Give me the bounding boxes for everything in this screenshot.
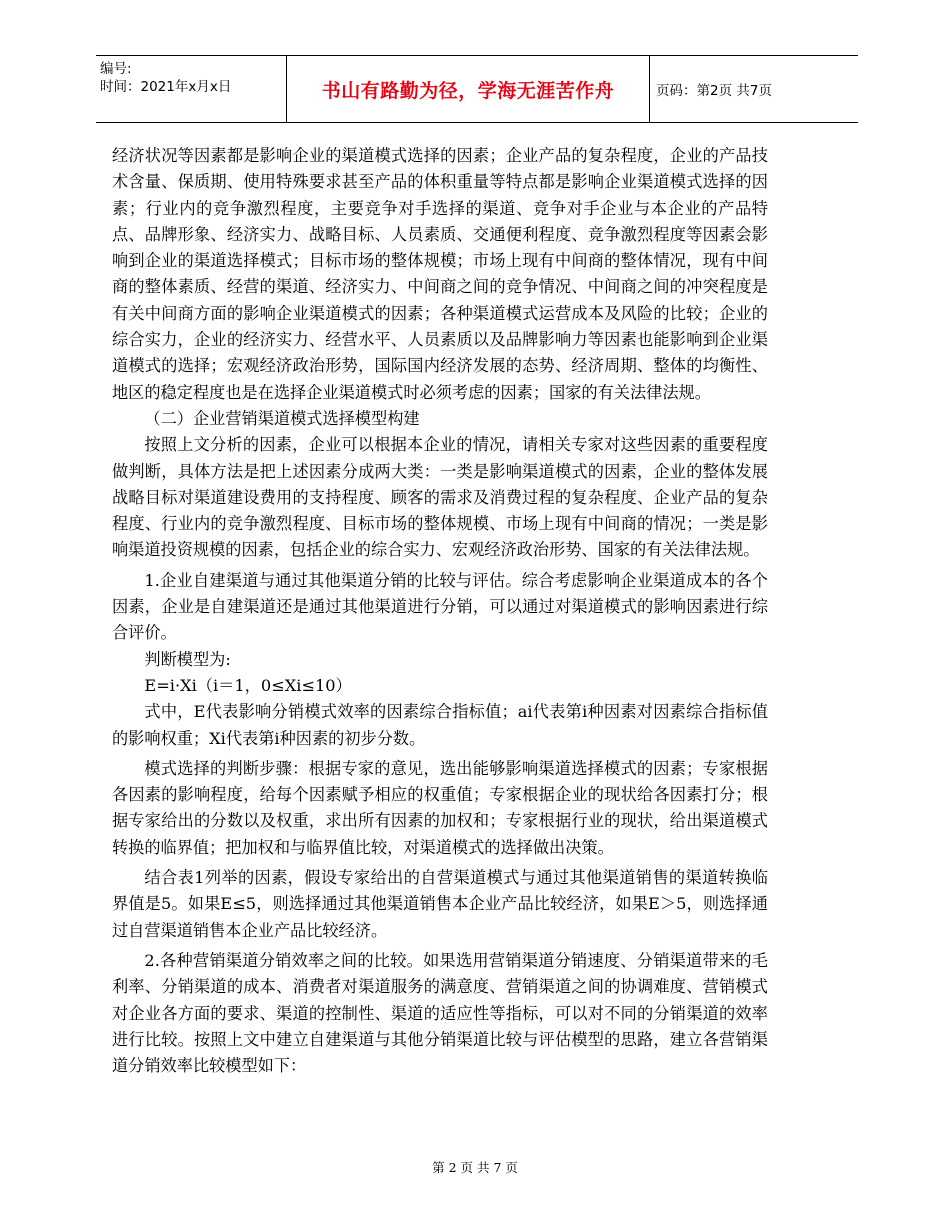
body-paragraph-self-built-channel: 1.企业自建渠道与通过其他渠道分销的比较与评估。综合考虑影响企业渠道成本的各个因素，企业是自建渠道还是通过其他渠道进行分销，可以通过对渠道模式的影响因素进行综合评价。 xyxy=(112,570,768,643)
formula-explanation: 式中，E代表影响分销模式效率的因素综合指标值；ai代表第i种因素对因素综合指标值的影响权重；Xi代表第i种因素的初步分数。 xyxy=(112,702,768,748)
body-paragraph-channel-efficiency: 2.各种营销渠道分销效率之间的比较。如果选用营销渠道分销速度、分销渠道带来的毛利率、分销渠道的成本、消费者对渠道服务的满意度、营销渠道之间的协调难度、营销模式对企业各方面的要求、渠道的控制性、渠道的适应性等指标，可以对不同的分销渠道的效率进行比较。按照上文中建立自建渠道与其他分销渠道比较与评估模型的思路，建立各营销渠道分销效率比较模型如下： xyxy=(112,950,768,1076)
model-formula: E=i·Xi（i＝1，0≤Xi≤10） xyxy=(144,675,352,695)
section-heading: （二）企业营销渠道模式选择模型构建 xyxy=(144,408,420,428)
page-footer: 第 2 页 共 7 页 xyxy=(432,1160,518,1175)
body-paragraph-threshold: 结合表1列举的因素，假设专家给出的自营渠道模式与通过其他渠道销售的渠道转换临界值是5。如果E≤5，则选择通过其他渠道销售本企业产品比较经济，如果E＞5，则选择通过自营渠道销售本企业产品比较经济。 xyxy=(112,868,768,940)
body-paragraph-classification: 按照上文分析的因素，企业可以根据本企业的情况，请相关专家对这些因素的重要程度做判断，具体方法是把上述因素分成两大类：一类是影响渠道模式的因素，企业的整体发展战略目标对渠道建设费用的支持程度、顾客的需求及消费过程的复杂程度、企业产品的复杂程度、行业内的竞争激烈程度、目标市场的整体规模、市场上现有中间商的情况；一类是影响渠道投资规模的因素，包括企业的综合实力、宏观经济政治形势、国家的有关法律法规。 xyxy=(112,435,768,560)
header-page-number: 页码：第2页 共7页 xyxy=(656,83,772,99)
body-paragraph-factors: 经济状况等因素都是影响企业的渠道模式选择的因素；企业产品的复杂程度，企业的产品技术含量、保质期、使用特殊要求甚至产品的体积重量等特点都是影响企业渠道模式选择的因素；行业内的竞争激烈程度，主要竞争对手选择的渠道、竞争对手企业与本企业的产品特点、品牌形象、经济实力、战略目标、人员素质、交通便利程度、竞争激烈程度等因素会影响到企业的渠道选择模式；目标市场的整体规模；市场上现有中间商的整体情况，现有中间商的整体素质、经营的渠道、经济实力、中间商之间的竞争情况、中间商之间的冲突程度是有关中间商方面的影响企业渠道模式的因素；各种渠道模式运营成本及风险的比较；企业的综合实力，企业的经济实力、经营水平、人员素质以及品牌影响力等因素也能影响到企业渠道模式的选择；宏观经济政治形势，国际国内经济发展的态势、经济周期、整体的均衡性、地区的稳定程度也是在选择企业渠道模式时必须考虑的因素；国家的有关法律法规。 xyxy=(112,146,768,402)
model-label: 判断模型为: xyxy=(144,649,231,669)
document-date: 时间：2021年x月x日 xyxy=(100,79,232,95)
document-body xyxy=(112,143,768,1079)
header-meta xyxy=(100,60,231,96)
document-number-label: 编号: xyxy=(100,61,132,77)
header-motto: 书山有路勤为径，学海无涯苦作舟 xyxy=(286,56,650,122)
body-paragraph-judgment-steps: 模式选择的判断步骤：根据专家的意见，选出能够影响渠道选择模式的因素；专家根据各因素的影响程度，给每个因素赋予相应的权重值；专家根据企业的现状给各因素打分；根据专家给出的分数以及权重，求出所有因素的加权和；专家根据行业的现状，给出渠道模式转换的临界值；把加权和与临界值比较，对渠道模式的选择做出决策。 xyxy=(112,758,768,857)
page-header xyxy=(96,55,858,123)
